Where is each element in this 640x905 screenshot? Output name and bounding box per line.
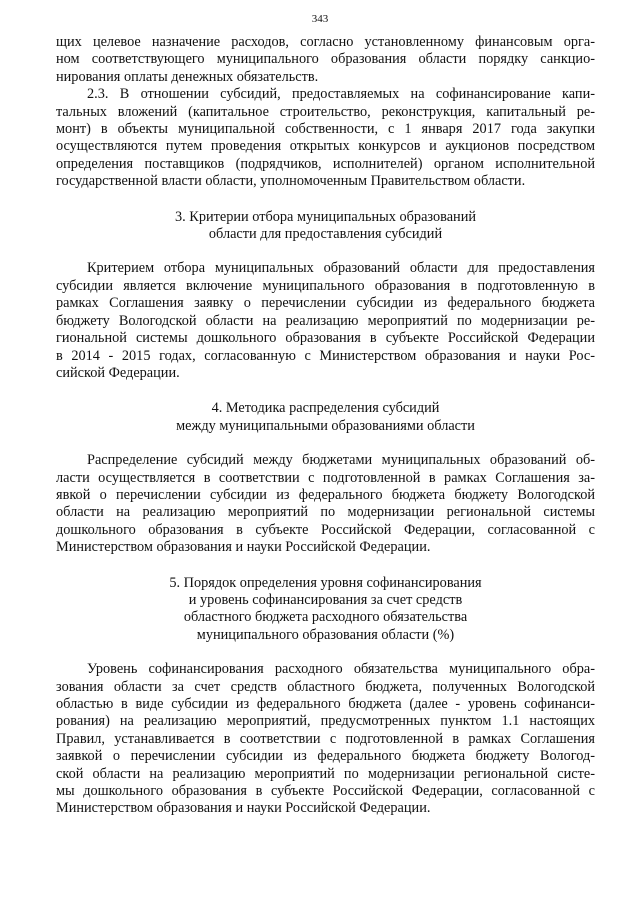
- paragraph-distribution: [56, 452, 595, 556]
- text-line: области на реализацию мероприятий по модернизации региональной системы: [56, 504, 595, 521]
- heading-line: 3. Критерии отбора муниципальных образований: [175, 208, 476, 225]
- heading-line: области для предоставления субсидий: [208, 226, 443, 243]
- text-line: ской области на реализацию мероприятий по модернизации региональной систе-: [56, 765, 595, 782]
- text-line: 2.3. В отношении субсидий, предоставляемых на софинансирование капи-: [87, 86, 595, 103]
- text-line: бюджету Вологодской области на реализацию мероприятий по модернизации ре-: [56, 312, 595, 329]
- text-line: явкой о перечислении субсидии из федерального бюджета бюджету Вологодской: [56, 486, 595, 503]
- text-line: государственной власти области, уполномоченным Правительством области.: [56, 173, 526, 190]
- heading-line: и уровень софинансирования за счет средств: [188, 591, 463, 608]
- text-line: рования) на реализацию мероприятий, предусмотренных пунктом 1.1 настоящих: [56, 713, 595, 730]
- paragraph-2-3: [56, 86, 595, 190]
- paragraph-cofinancing: [56, 661, 595, 818]
- text-line: в 2014 - 2015 годах, согласованную с Министерством образования и науки Рос-: [56, 347, 595, 364]
- heading-line: между муниципальными образованиями области: [176, 417, 475, 434]
- document-body: [56, 34, 595, 818]
- text-line: тальных вложений (капитальное строительство, реконструкция, капитальный ре-: [56, 103, 595, 120]
- text-line: зования области за счет средств областного бюджета, полученных Вологодской: [56, 678, 595, 695]
- text-line: Министерством образования и науки Российской Федерации.: [56, 800, 431, 817]
- text-line: гиональной системы дошкольного образования в субъекте Российской Федерации: [56, 330, 595, 347]
- text-line: субсидии является включение муниципального образования в подготовленную в: [56, 277, 595, 294]
- text-line: осуществляются путем проведения открытых конкурсов и аукционов посредством: [56, 138, 595, 155]
- text-line: сийской Федерации.: [56, 364, 180, 381]
- heading-line: областного бюджета расходного обязательства: [183, 609, 468, 626]
- heading-line: 5. Порядок определения уровня софинансирования: [169, 574, 482, 591]
- text-line: ласти осуществляется в соответствии с подготовленной в рамках Соглашения за-: [56, 469, 595, 486]
- heading-line: 4. Методика распределения субсидий: [211, 400, 440, 417]
- paragraph-criteria: [56, 260, 595, 382]
- text-line: рамках Соглашения заявку о перечислении субсидии из федерального бюджета: [56, 295, 595, 312]
- text-line: Критерием отбора муниципальных образований области для предоставления: [87, 260, 595, 277]
- text-line: монт) в объекты муниципальной собственности, с 1 января 2017 года закупки: [56, 121, 595, 138]
- text-line: заявкой о перечислении субсидии из федерального бюджета бюджету Вологод-: [56, 748, 595, 765]
- section-heading-4: [56, 400, 595, 435]
- text-line: определения поставщиков (подрядчиков, исполнителей) органом исполнительной: [56, 155, 595, 172]
- paragraph-continuation: [56, 34, 595, 86]
- text-line: щих целевое назначение расходов, согласно установленному финансовым орга-: [56, 34, 595, 50]
- text-line: Правил, устанавливается в соответствии с подготовленной в рамках Соглашения: [56, 730, 595, 747]
- page-number: 343: [311, 13, 329, 25]
- section-heading-3: [56, 209, 595, 244]
- text-line: нирования оплаты денежных обязательств.: [56, 68, 319, 85]
- text-line: Уровень софинансирования расходного обязательства муниципального обра-: [87, 661, 595, 678]
- text-line: Распределение субсидий между бюджетами муниципальных образований об-: [87, 452, 595, 469]
- text-line: областью в виде субсидии из федерального бюджета (далее - уровень софинанси-: [56, 696, 595, 712]
- text-line: ном соответствующего муниципального образования области порядку санкцио-: [56, 51, 595, 68]
- text-line: дошкольного образования в субъекте Российской Федерации, согласованной с: [56, 521, 595, 538]
- section-heading-5: [56, 575, 595, 645]
- text-line: Министерством образования и науки Российской Федерации.: [56, 539, 431, 556]
- heading-line: муниципального образования области (%): [196, 626, 455, 643]
- text-line: мы дошкольного образования в субъекте Российской Федерации, согласованной с: [56, 783, 595, 800]
